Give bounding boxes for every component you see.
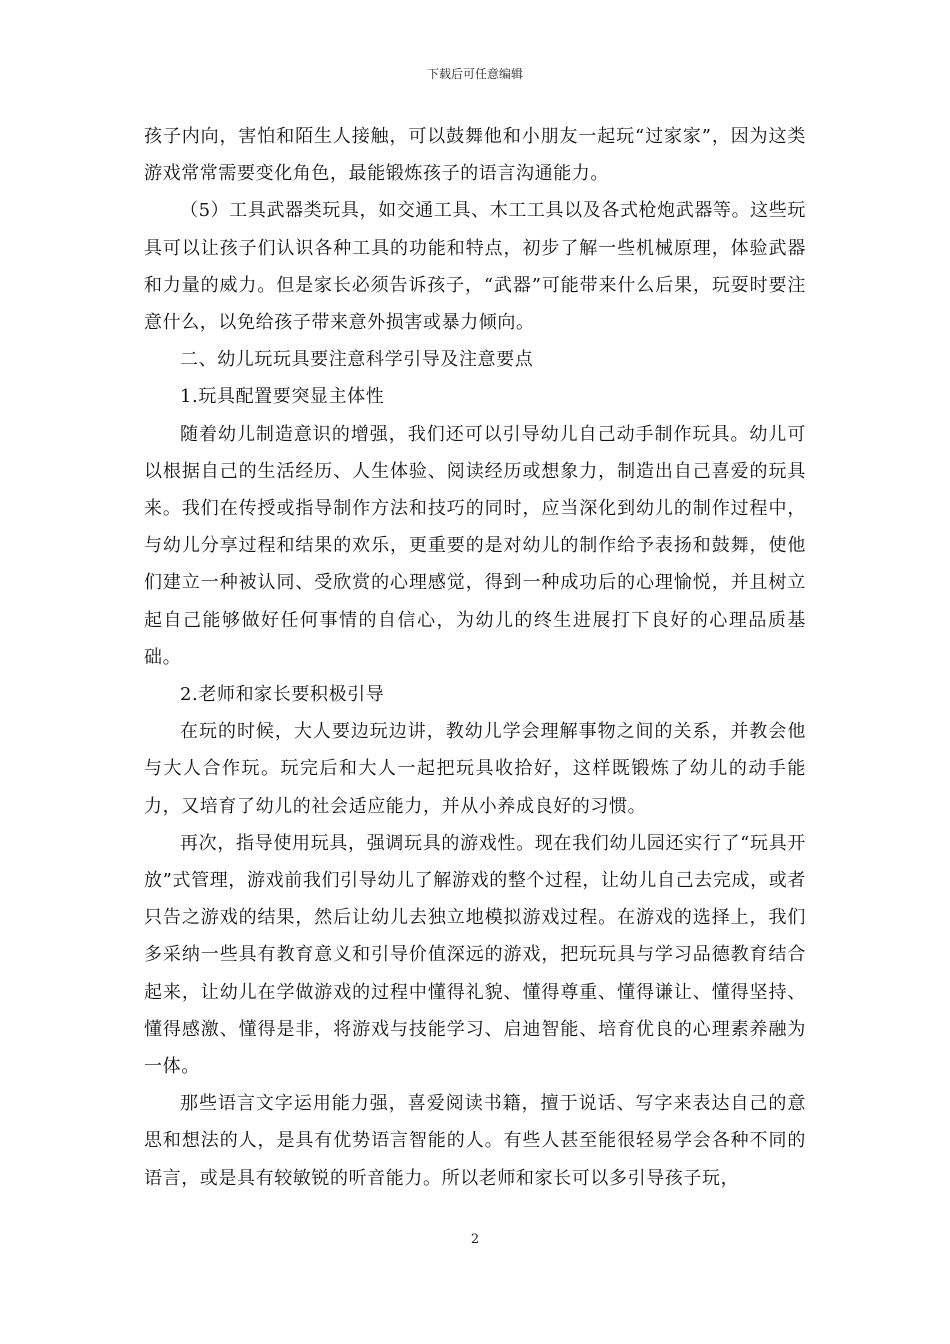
document-body xyxy=(144,118,806,1197)
page-number: 2 xyxy=(470,1232,480,1247)
paragraph-tool-weapon-toys: （5）工具武器类玩具，如交通工具、木工工具以及各式枪炮武器等。这些玩具可以让孩子们认识各种工具的功能和特点，初步了解一些机械原理，体验武器和力量的威力。但是家长必须告诉孩子，“武器”可能带来什么后果，玩耍时要注意什么，以免给孩子带来意外损害或暴力倾向。 xyxy=(144,200,806,334)
paragraph-language-intelligence: 那些语言文字运用能力强，喜爱阅读书籍，擅于说话、写字来表达自己的意思和想法的人，是具有优势语言智能的人。有些人甚至能很轻易学会各种不同的语言，或是具有较敏锐的听音能力。所以老师和家长可以多引导孩子玩， xyxy=(144,1093,806,1189)
paragraph-continued: 孩子内向，害怕和陌生人接触，可以鼓舞他和小朋友一起玩“过家家”，因为这类游戏常常需要变化角色，最能锻炼孩子的语言沟通能力。 xyxy=(144,126,806,185)
subsection-heading-1: 1.玩具配置要突显主体性 xyxy=(180,386,385,408)
page-header: 下载后可任意编辑 xyxy=(426,67,523,81)
subsection-heading-2: 2.老师和家长要积极引导 xyxy=(180,684,385,706)
paragraph-play-together: 在玩的时候，大人要边玩边讲，教幼儿学会理解事物之间的关系，并教会他与大人合作玩。玩完后和大人一起把玩具收拾好，这样既锻炼了幼儿的动手能力，又培育了幼儿的社会适应能力，并从小养成良好的习惯。 xyxy=(144,721,806,817)
section-heading: 二、幼儿玩玩具要注意科学引导及注意要点 xyxy=(180,349,534,371)
paragraph-self-made-toys: 随着幼儿制造意识的增强，我们还可以引导幼儿自己动手制作玩具。幼儿可以根据自己的生活经历、人生体验、阅读经历或想象力，制造出自己喜爱的玩具来。我们在传授或指导制作方法和技巧的同时，应当深化到幼儿的制作过程中，与幼儿分享过程和结果的欢乐，更重要的是对幼儿的制作给予表扬和鼓舞，使他们建立一种被认同、受欣赏的心理感觉，得到一种成功后的心理愉悦，并且树立起自己能够做好任何事情的自信心，为幼儿的终生进展打下良好的心理品质基础。 xyxy=(144,423,806,668)
paragraph-game-guidance: 再次，指导使用玩具，强调玩具的游戏性。现在我们幼儿园还实行了“玩具开放”式管理，游戏前我们引导幼儿了解游戏的整个过程，让幼儿自己去完成，或者只告之游戏的结果，然后让幼儿去独立地模拟游戏过程。在游戏的选择上，我们多采纳一些具有教育意义和引导价值深远的游戏，把玩玩具与学习品德教育结合起来，让幼儿在学做游戏的过程中懂得礼貌、懂得尊重、懂得谦让、懂得坚持、懂得感激、懂得是非，将游戏与技能学习、启迪智能、培育优良的心理素养融为一体。 xyxy=(144,832,806,1078)
